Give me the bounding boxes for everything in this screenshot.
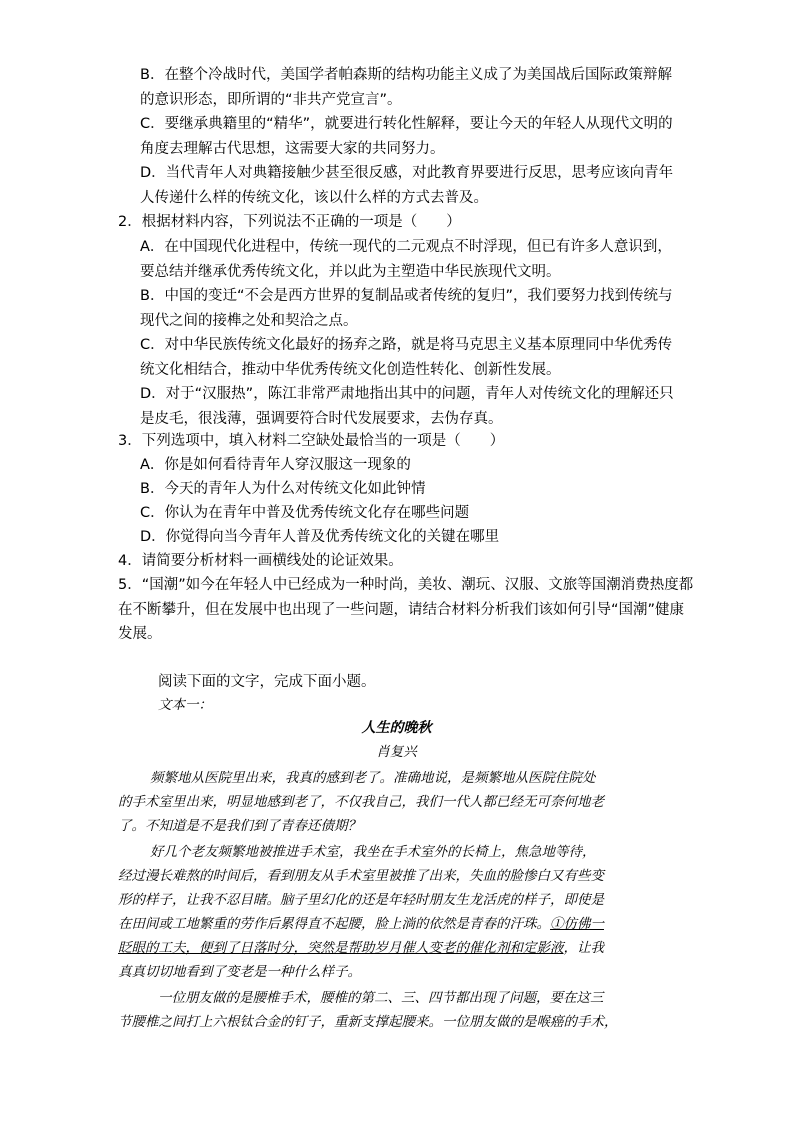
q2-option-c: C．对中华民族传统文化最好的扬弃之路，就是将马克思主义基本原理同中华优秀传统文化相结合，推动中华优秀传统文化创造性转化、创新性发展。 (140, 337, 673, 378)
q2-stem: 2．根据材料内容，下列说法不正确的一项是（ ） (118, 214, 461, 230)
para2-line2: 经过漫长难熬的时间后，看到朋友从手术室里被推了出来，失血的脸惨白又有些变 (118, 868, 604, 884)
article-author: 肖复兴 (376, 744, 417, 760)
para3-line1: 一位朋友做的是腰椎手术，腰椎的第二、三、四节都出现了问题，要在这三 (158, 990, 604, 1006)
para1-line3: 了。不知道是不是我们到了青春还债期？ (118, 818, 361, 834)
q3-option-b: B．今天的青年人为什么对传统文化如此钟情 (140, 481, 426, 497)
q3-stem: 3．下列选项中，填入材料二空缺处最恰当的一项是（ ） (118, 433, 505, 449)
q3-option-a: A．你是如何看待青年人穿汉服这一现象的 (140, 457, 411, 473)
para1-line1: 频繁地从医院里出来，我真的感到老了。准确地说，是频繁地从医院住院处 (150, 770, 596, 786)
para3-line2: 节腰椎之间打上六根钛合金的钉子，重新支撑起腰来。一位朋友做的是喉癌的手术， (118, 1014, 618, 1030)
q1-option-c: C．要继承典籍里的“精华”，就要进行转化性解释，要让今天的年轻人从现代文明的角度去理解古代思想，这需要大家的共同努力。 (140, 116, 673, 157)
q4: 4．请简要分析材料一画横线处的论证效果。 (118, 553, 403, 569)
para2-line3: 形的样子，让我不忍目睹。脑子里幻化的还是年轻时朋友生龙活虎的样子，即使是 (118, 892, 604, 908)
q1-option-b: B．在整个冷战时代，美国学者帕森斯的结构功能主义成了为美国战后国际政策辩解的意识形态，即所谓的“非共产党宣言”。 (140, 67, 672, 108)
reading-intro: 阅读下面的文字，完成下面小题。 (158, 674, 376, 690)
q5: 5．“国潮”如今在年轻人中已经成为一种时尚，美妆、潮玩、汉服、文旅等国潮消费热度都在不断攀升，但在发展中也出现了一些问题，请结合材料分析我们该如何引导“国潮”健康发展。 (118, 577, 694, 642)
para2-line4 (118, 912, 688, 937)
q3-option-d: D．你觉得向当今青年人普及优秀传统文化的关键在哪里 (140, 529, 500, 545)
text-label: 文本一： (158, 697, 212, 713)
para2-line5-after: ，让我 (563, 940, 604, 956)
para2-line4-text: 在田间或工地繁重的劳作后累得直不起腰，脸上淌的依然是青春的汗珠。 (118, 916, 550, 932)
underlined-sentence-start: ①仿佛一 (550, 916, 604, 932)
para2-line6: 真真切切地看到了变老是一种什么样子。 (118, 964, 361, 980)
q2-option-a: A．在中国现代化进程中，传统一现代的二元观点不时浮现，但已有许多人意识到，要总结并继承优秀传统文化，并以此为主塑造中华民族现代文明。 (140, 239, 672, 280)
article-title: 人生的晚秋 (361, 720, 432, 736)
para1-line2: 的手术室里出来，明显地感到老了，不仅我自己，我们一代人都已经无可奈何地老 (118, 794, 604, 810)
q2-option-b: B．中国的变迁“不会是西方世界的复制品或者传统的复归”，我们要努力找到传统与现代之间的接榫之处和契洽之点。 (140, 288, 673, 329)
q1-option-d: D．当代青年人对典籍接触少甚至很反感，对此教育界要进行反思，思考应该向青年人传递什么样的传统文化，该以什么样的方式去普及。 (140, 165, 674, 206)
q2-option-d: D．对于“汉服热”，陈江非常严肃地指出其中的问题，青年人对传统文化的理解还只是皮毛，很浅薄，强调要符合时代发展要求，去伪存真。 (140, 386, 674, 427)
para2-line5 (118, 936, 688, 961)
underlined-sentence-end: 眨眼的工夫，便到了日落时分，突然是帮助岁月催人变老的催化剂和定影液 (118, 940, 564, 956)
q3-option-c: C．你认为在青年中普及优秀传统文化存在哪些问题 (140, 505, 470, 521)
para2-line1: 好几个老友频繁地被推进手术室，我坐在手术室外的长椅上，焦急地等待， (150, 844, 596, 860)
